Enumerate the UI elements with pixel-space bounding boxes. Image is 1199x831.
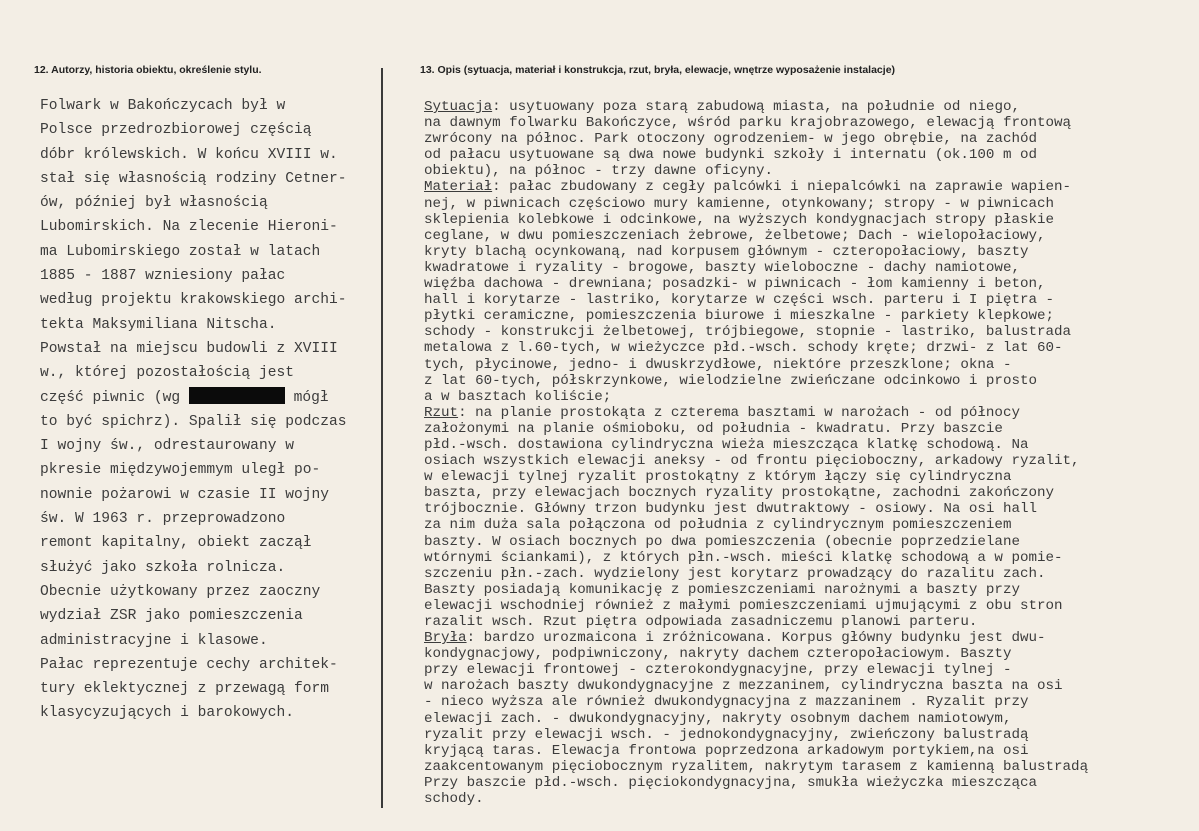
description-line (424, 485, 1184, 501)
description-line (424, 727, 1184, 743)
description-line (424, 743, 1184, 759)
description-line (424, 340, 1184, 356)
history-line: nownie pożarowi w czasie II wojny (40, 486, 330, 503)
history-line-part: część piwnic (wg (40, 389, 189, 406)
description-line (424, 598, 1184, 614)
description-text: założonymi na planie ośmioboku, od południa - kwadratu. Przy baszcie (424, 420, 1003, 437)
history-line: tekta Maksymiliana Nitscha. (40, 316, 277, 333)
history-line: to być spichrz). Spalił się podczas (40, 413, 347, 430)
description-line (424, 99, 1184, 115)
description-text: płytki ceramiczne, pomieszczenia biurowe i mieszkalne - parkiety klepkowe; (424, 308, 1055, 325)
history-line: ów, później był własnością (40, 195, 268, 212)
description-line (424, 373, 1184, 389)
description-text: przy elewacji frontowej - czterokondygnacyjne, przy elewacji tylnej - (424, 662, 1012, 679)
description-line (424, 646, 1184, 662)
description-line (424, 501, 1184, 517)
description-line (424, 517, 1184, 533)
section-keyword: Rzut (424, 404, 459, 421)
history-line: pkresie międzywojemmym uległ po- (40, 462, 321, 479)
history-line: tury eklektycznej z przewagą form (40, 681, 330, 698)
description-text: od pałacu usytuowane są dwa nowe budynki szkoły i internatu (ok.100 m od (424, 147, 1037, 164)
history-line: dóbr królewskich. W końcu XVIII w. (40, 146, 338, 163)
description-text: wtórnymi ściankami), z których płn.-wsch. mieści klatkę schodową a w pomie- (424, 549, 1063, 566)
section-13-header: 13. Opis (sytuacja, materiał i konstrukcja, rzut, bryła, elewacje, wnętrze wyposażenie instalacje) (420, 64, 896, 76)
history-line: św. W 1963 r. przeprowadzono (40, 511, 286, 528)
description-line (424, 694, 1184, 710)
description-text: hall i korytarze - lastriko, korytarze w części wsch. parteru i I piętra - (424, 292, 1055, 309)
description-text: tych, płycinowe, jedno- i dwuskrzydłowe, niektóre przeszklone; okna - (424, 356, 1012, 373)
description-line (424, 437, 1184, 453)
history-line: remont kapitalny, obiekt zaczął (40, 535, 312, 552)
description-line (424, 405, 1184, 421)
description-text: na dawnym folwarku Bakończyce, wśród parku krajobrazowego, elewacją frontową (424, 115, 1072, 132)
description-text: płd.-wsch. dostawiona cylindryczna wieża mieszcząca klatkę schodową. Na (424, 436, 1029, 453)
description-text: kwadratowe i ryzality - brogowe, baszty wieloboczne - dachy namiotowe, (424, 259, 1020, 276)
history-line: Folwark w Bakończycach był w (40, 98, 286, 114)
description-line (424, 662, 1184, 678)
column-divider (381, 68, 383, 808)
history-line: Powstał na miejscu budowli z XVIII (40, 340, 338, 357)
description-line (424, 163, 1184, 179)
description-line (424, 324, 1184, 340)
description-line (424, 630, 1184, 646)
section-keyword: Bryła (424, 630, 467, 647)
description-line (424, 453, 1184, 469)
history-line: Pałac reprezentuje cechy architek- (40, 656, 338, 673)
description-line (424, 550, 1184, 566)
history-line: administracyjne i klasowe. (40, 632, 268, 649)
description-text: : bardzo urozmaicona i zróżnicowana. Korpus główny budynku jest dwu- (466, 630, 1046, 647)
section-keyword: Sytuacja (424, 99, 493, 115)
history-line: klasycyzujących i barokowych. (40, 705, 294, 722)
history-line (40, 386, 376, 410)
description-line (424, 775, 1184, 791)
history-line: stał się własnością rodziny Cetner- (40, 170, 347, 187)
section-keyword: Materiał (424, 179, 493, 196)
history-line: ma Lubomirskiego został w latach (40, 243, 321, 260)
description-text: elewacji zach. - dwukondygnacyjny, nakryty osobnym dachem namiotowym, (424, 710, 1012, 727)
history-line: służyć jako szkoła rolnicza. (40, 559, 286, 576)
description-text: metalowa z l.60-tych, w wieżyczce płd.-wsch. schody kręte; drzwi- z lat 60- (424, 340, 1063, 357)
description-text: z lat 60-tych, półskrzynkowe, wielodzielne zwieńczane odcinkowo i prosto (424, 372, 1037, 389)
description-line (424, 131, 1184, 147)
history-line-part: mógł (284, 389, 329, 406)
history-line: 1885 - 1887 wzniesiony pałac (40, 268, 286, 285)
description-text: baszta, przy elewacjach bocznych ryzality prostokątne, zachodni zakończony (424, 485, 1055, 502)
description-text: w elewacji tylnej ryzalit prostokątny z którym łączy się cylindryczna (424, 469, 1012, 486)
description-text: - nieco wyższa ale również dwukondygnacyjna z mazzaninem . Ryzalit przy (424, 694, 1029, 711)
description-text: : usytuowany poza starą zabudową miasta, na południe od niego, (492, 99, 1020, 115)
description-line (424, 614, 1184, 630)
description-text: kryty blachą ocynkowaną, nad korpusem głównym - czteropołaciowy, baszty (424, 243, 1029, 260)
description-line (424, 276, 1184, 292)
description-line (424, 228, 1184, 244)
description-text: schody. (424, 791, 484, 808)
description-line (424, 292, 1184, 308)
description-text: w narożach baszty dwukondygnacyjne z mezzaninem, cylindryczna baszta na osi (424, 678, 1063, 695)
description-text: baszty. W osiach bocznych po dwa pomieszczenia (obecnie poprzedzielane (424, 533, 1020, 550)
description-line (424, 212, 1184, 228)
description-text: więźba dachowa - drewniana; posadzki- w piwnicach - łom kamienny i beton, (424, 276, 1046, 293)
description-text: ceglane, w dwu pomieszczeniach żebrowe, żelbetowe; Dach - wielopołaciowy, (424, 227, 1046, 244)
description-text: Przy baszcie płd.-wsch. pięciokondygnacyjna, smukła wieżyczka mieszcząca (424, 774, 1037, 791)
description-text: Baszty posiadają komunikację z pomieszczeniami narożnymi a baszty przy (424, 581, 1020, 598)
description-text: nej, w piwnicach częściowo mury kamienne, otynkowany; stropy - w piwnicach (424, 195, 1055, 212)
description-text: szczeniu płn.-zach. wydzielony jest korytarz prowadzący do razalitu zach. (424, 565, 1046, 582)
description-text: obiektu), na północ - trzy dawne oficyny. (424, 163, 774, 180)
history-line: Obecnie użytkowany przez zaoczny (40, 583, 321, 600)
history-line: w., której pozostałością jest (40, 365, 294, 382)
description-line (424, 759, 1184, 775)
description-line (424, 534, 1184, 550)
description-text: sklepienia kolebkowe i odcinkowe, na wyższych kondygnacjach stropy płaskie (424, 211, 1055, 228)
description-line (424, 196, 1184, 212)
description-line (424, 244, 1184, 260)
description-line (424, 115, 1184, 131)
description-text: razalit wsch. Rzut piętra odpowiada zasadniczemu planowi parteru. (424, 614, 978, 630)
history-text-column (40, 94, 376, 726)
description-line (424, 582, 1184, 598)
description-text: : na planie prostokąta z czterema basztami w narożach - od północy (458, 404, 1020, 421)
section-12-header: 12. Autorzy, historia obiektu, określenie stylu. (34, 64, 262, 76)
description-text: : pałac zbudowany z cegły palcówki i niepalcówki na zaprawie wapien- (492, 179, 1072, 196)
description-line (424, 711, 1184, 727)
description-line (424, 260, 1184, 276)
history-line: Polsce przedrozbiorowej częścią (40, 122, 312, 139)
description-text-column (424, 99, 1184, 807)
description-line (424, 147, 1184, 163)
description-text: a w basztach koliście; (424, 388, 612, 405)
description-text: zaakcentowanym pięciobocznym ryzalitem, nakrytym tarasem z kamienną balustradą (424, 758, 1089, 775)
description-line (424, 421, 1184, 437)
history-line: Lubomirskich. Na zlecenie Hieroni- (40, 219, 338, 236)
description-text: za nim duża sala połączona od południa z cylindrycznym pomieszczeniem (424, 517, 1012, 534)
description-line (424, 389, 1184, 405)
description-line (424, 469, 1184, 485)
description-line (424, 179, 1184, 195)
redaction-bar (189, 387, 285, 404)
history-line: wydział ZSR jako pomieszczenia (40, 608, 303, 625)
description-text: trójbocznie. Główny trzon budynku jest dwutraktowy - osiowy. Na osi hall (424, 501, 1037, 518)
description-line (424, 308, 1184, 324)
description-text: zwrócony na północ. Park otoczony ogrodzeniem- w jego obrębie, na zachód (424, 131, 1037, 148)
description-line (424, 791, 1184, 807)
description-text: elewacji wschodniej również z małymi pomieszczeniami ujmującymi z obu stron (424, 597, 1063, 614)
history-line: I wojny św., odrestaurowany w (40, 438, 294, 455)
description-line (424, 357, 1184, 373)
description-text: schody - konstrukcji żelbetowej, trójbiegowe, stopnie - lastriko, balustrada (424, 324, 1072, 341)
description-text: osiach wszystkich elewacji aneksy - od frontu pięcioboczny, arkadowy ryzalit, (424, 453, 1080, 470)
description-line (424, 678, 1184, 694)
description-text: kryjącą taras. Elewacja frontowa poprzedzona arkadowym portykiem,na osi (424, 742, 1029, 759)
history-line: według projektu krakowskiego archi- (40, 292, 347, 309)
description-text: kondygnacjowy, podpiwniczony, nakryty dachem czteropołaciowym. Baszty (424, 646, 1012, 663)
description-text: ryzalit przy elewacji wsch. - jednokondygnacyjny, zwieńczony balustradą (424, 726, 1029, 743)
description-line (424, 566, 1184, 582)
